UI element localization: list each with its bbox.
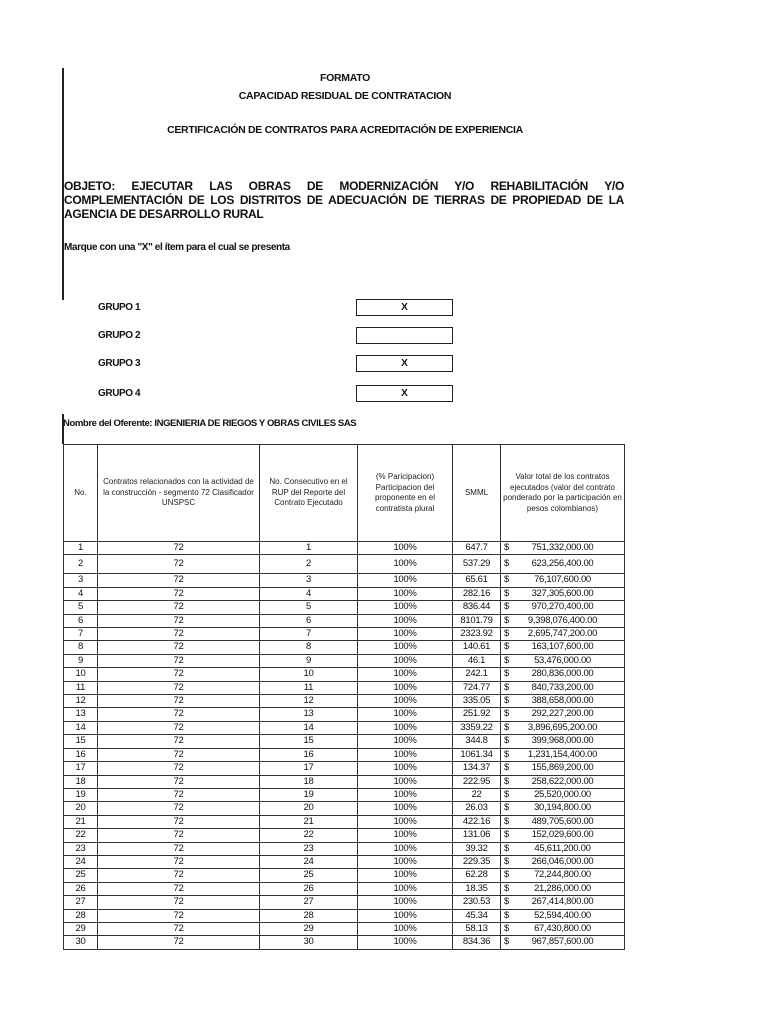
table-header-row [64, 445, 625, 542]
table-row [64, 802, 625, 815]
table-row [64, 909, 625, 922]
currency-symbol: $ [504, 558, 509, 570]
cell-total-value [501, 668, 625, 681]
cell-smml: 22 [453, 788, 501, 801]
cell-segment: 72 [98, 574, 260, 587]
amount: 152,029,600.00 [531, 829, 594, 841]
cell-total-value [501, 695, 625, 708]
cell-segment: 72 [98, 668, 260, 681]
cell-rup: 17 [260, 762, 358, 775]
amount: 267,414,800.00 [531, 896, 594, 908]
amount: 3,896,695,200.00 [527, 721, 598, 733]
cell-rup: 16 [260, 748, 358, 761]
amount: 21,286,000.00 [534, 882, 591, 894]
group-3-checkbox[interactable]: X [356, 355, 453, 372]
currency-symbol: $ [504, 762, 509, 774]
currency-symbol: $ [504, 748, 509, 760]
cell-rup: 28 [260, 909, 358, 922]
cell-no: 20 [64, 802, 98, 815]
cell-no: 28 [64, 909, 98, 922]
amount: 840,733,200.00 [531, 681, 594, 693]
cell-rup: 22 [260, 829, 358, 842]
cell-participation: 100% [358, 668, 453, 681]
cell-no: 11 [64, 681, 98, 694]
cell-total-value [501, 542, 625, 555]
currency-symbol: $ [504, 922, 509, 934]
cell-no: 4 [64, 587, 98, 600]
cell-total-value [501, 922, 625, 935]
table-row [64, 762, 625, 775]
contracts-table [63, 444, 625, 950]
cell-total-value [501, 896, 625, 909]
currency-symbol: $ [504, 829, 509, 841]
currency-symbol: $ [504, 708, 509, 720]
cell-rup: 3 [260, 574, 358, 587]
group-3-label: GRUPO 3 [98, 358, 141, 369]
cell-no: 27 [64, 896, 98, 909]
amount: 9,398,076,400.00 [527, 614, 598, 626]
table-row [64, 748, 625, 761]
cell-smml: 134.37 [453, 762, 501, 775]
amount: 45,611,200.00 [534, 842, 591, 854]
amount: 327,305,600.00 [531, 587, 594, 599]
cell-no: 2 [64, 555, 98, 574]
cell-no: 19 [64, 788, 98, 801]
cell-no: 12 [64, 695, 98, 708]
cell-total-value [501, 735, 625, 748]
cell-smml: 26.03 [453, 802, 501, 815]
cell-no: 10 [64, 668, 98, 681]
amount: 1,231,154,400.00 [527, 748, 598, 760]
header-total-value: Valor total de los contratos ejecutados (valor del contrato ponderado por la participación en pesos colombianos) [501, 445, 625, 542]
table-row [64, 721, 625, 734]
cell-segment: 72 [98, 896, 260, 909]
cell-rup: 13 [260, 708, 358, 721]
cell-participation: 100% [358, 614, 453, 627]
cell-total-value [501, 936, 625, 949]
table-row [64, 587, 625, 600]
cell-smml: 222.95 [453, 775, 501, 788]
cell-rup: 25 [260, 869, 358, 882]
cell-participation: 100% [358, 882, 453, 895]
cell-participation: 100% [358, 628, 453, 641]
cell-segment: 72 [98, 542, 260, 555]
currency-symbol: $ [504, 628, 509, 640]
cell-smml: 335.05 [453, 695, 501, 708]
cell-total-value [501, 601, 625, 614]
cell-segment: 72 [98, 922, 260, 935]
cell-total-value [501, 708, 625, 721]
cell-participation: 100% [358, 896, 453, 909]
group-4-checkbox[interactable]: X [356, 385, 453, 402]
cell-smml: 282.16 [453, 587, 501, 600]
cell-no: 25 [64, 869, 98, 882]
cell-total-value [501, 855, 625, 868]
cell-rup: 30 [260, 936, 358, 949]
cell-segment: 72 [98, 721, 260, 734]
header-segment: Contratos relacionados con la actividad de la construcción - segmento 72 Clasificador UNSPSC [98, 445, 260, 542]
cell-no: 13 [64, 708, 98, 721]
cell-segment: 72 [98, 601, 260, 614]
cell-smml: 242.1 [453, 668, 501, 681]
cell-rup: 6 [260, 614, 358, 627]
cell-rup: 27 [260, 896, 358, 909]
cell-smml: 422.16 [453, 815, 501, 828]
currency-symbol: $ [504, 695, 509, 707]
cell-total-value [501, 681, 625, 694]
cell-participation: 100% [358, 855, 453, 868]
cell-no: 26 [64, 882, 98, 895]
cell-smml: 45.34 [453, 909, 501, 922]
table-row [64, 936, 625, 949]
table-row [64, 815, 625, 828]
currency-symbol: $ [504, 842, 509, 854]
table-row [64, 555, 625, 574]
cell-smml: 647.7 [453, 542, 501, 555]
amount: 623,256,400.00 [531, 558, 594, 570]
table-row [64, 788, 625, 801]
cell-participation: 100% [358, 681, 453, 694]
oferente-name: Nombre del Oferente: INGENIERIA DE RIEGOS Y OBRAS CIVILES SAS [63, 418, 357, 429]
cell-segment: 72 [98, 829, 260, 842]
cell-no: 15 [64, 735, 98, 748]
cell-total-value [501, 882, 625, 895]
cell-no: 7 [64, 628, 98, 641]
cell-rup: 7 [260, 628, 358, 641]
cell-total-value [501, 721, 625, 734]
objeto-paragraph: OBJETO: EJECUTAR LAS OBRAS DE MODERNIZACIÓN Y/O REHABILITACIÓN Y/O COMPLEMENTACIÓN DE LOS DISTRITOS DE ADECUACIÓN DE TIERRAS DE PROPIEDAD DE LA AGENCIA DE DESARROLLO RURAL [64, 179, 624, 221]
header-no: No. [64, 445, 98, 542]
cell-segment: 72 [98, 681, 260, 694]
amount: 399,968,000.00 [531, 735, 594, 747]
cell-rup: 1 [260, 542, 358, 555]
cell-segment: 72 [98, 654, 260, 667]
cell-rup: 11 [260, 681, 358, 694]
cell-participation: 100% [358, 922, 453, 935]
cell-segment: 72 [98, 762, 260, 775]
currency-symbol: $ [504, 882, 509, 894]
cell-segment: 72 [98, 815, 260, 828]
group-2-checkbox[interactable] [356, 327, 453, 344]
cell-smml: 140.61 [453, 641, 501, 654]
cell-participation: 100% [358, 909, 453, 922]
amount: 25,520,000.00 [534, 788, 591, 800]
cell-smml: 344.8 [453, 735, 501, 748]
cell-rup: 9 [260, 654, 358, 667]
cell-total-value [501, 909, 625, 922]
table-row [64, 542, 625, 555]
certification-heading: CERTIFICACIÓN DE CONTRATOS PARA ACREDITACIÓN DE EXPERIENCIA [167, 124, 523, 136]
currency-symbol: $ [504, 654, 509, 666]
cell-participation: 100% [358, 869, 453, 882]
cell-participation: 100% [358, 555, 453, 574]
cell-smml: 65.61 [453, 574, 501, 587]
cell-participation: 100% [358, 762, 453, 775]
cell-participation: 100% [358, 587, 453, 600]
cell-segment: 72 [98, 802, 260, 815]
cell-total-value [501, 762, 625, 775]
cell-rup: 23 [260, 842, 358, 855]
cell-no: 16 [64, 748, 98, 761]
cell-segment: 72 [98, 748, 260, 761]
amount: 52,594,400.00 [534, 909, 591, 921]
cell-no: 17 [64, 762, 98, 775]
cell-segment: 72 [98, 842, 260, 855]
table-row [64, 628, 625, 641]
cell-rup: 12 [260, 695, 358, 708]
cell-segment: 72 [98, 735, 260, 748]
cell-participation: 100% [358, 695, 453, 708]
cell-no: 22 [64, 829, 98, 842]
amount: 67,430,800.00 [534, 922, 591, 934]
cell-smml: 58.13 [453, 922, 501, 935]
cell-smml: 46.1 [453, 654, 501, 667]
table-row [64, 869, 625, 882]
amount: 751,332,000.00 [531, 542, 594, 553]
table-row [64, 695, 625, 708]
amount: 30,194,800.00 [534, 802, 591, 814]
cell-no: 3 [64, 574, 98, 587]
cell-rup: 19 [260, 788, 358, 801]
currency-symbol: $ [504, 936, 509, 948]
table-row [64, 829, 625, 842]
currency-symbol: $ [504, 574, 509, 586]
cell-no: 18 [64, 775, 98, 788]
currency-symbol: $ [504, 614, 509, 626]
cell-total-value [501, 587, 625, 600]
cell-segment: 72 [98, 788, 260, 801]
amount: 266,046,000.00 [531, 855, 594, 867]
table-row [64, 708, 625, 721]
currency-symbol: $ [504, 668, 509, 680]
cell-participation: 100% [358, 542, 453, 555]
cell-rup: 18 [260, 775, 358, 788]
amount: 388,658,000.00 [531, 695, 594, 707]
currency-symbol: $ [504, 735, 509, 747]
cell-participation: 100% [358, 748, 453, 761]
cell-participation: 100% [358, 802, 453, 815]
cell-smml: 836.44 [453, 601, 501, 614]
cell-participation: 100% [358, 735, 453, 748]
cell-total-value [501, 815, 625, 828]
cell-participation: 100% [358, 936, 453, 949]
cell-segment: 72 [98, 775, 260, 788]
cell-smml: 18.35 [453, 882, 501, 895]
cell-rup: 21 [260, 815, 358, 828]
cell-no: 23 [64, 842, 98, 855]
cell-rup: 5 [260, 601, 358, 614]
cell-total-value [501, 788, 625, 801]
amount: 292,227,200.00 [531, 708, 594, 720]
cell-smml: 251.92 [453, 708, 501, 721]
cell-smml: 1061.34 [453, 748, 501, 761]
cell-rup: 2 [260, 555, 358, 574]
group-1-label: GRUPO 1 [98, 302, 141, 313]
cell-total-value [501, 802, 625, 815]
cell-smml: 39.32 [453, 842, 501, 855]
cell-total-value [501, 555, 625, 574]
cell-segment: 72 [98, 882, 260, 895]
cell-segment: 72 [98, 909, 260, 922]
cell-no: 29 [64, 922, 98, 935]
cell-total-value [501, 869, 625, 882]
currency-symbol: $ [504, 788, 509, 800]
cell-participation: 100% [358, 641, 453, 654]
cell-segment: 72 [98, 587, 260, 600]
cell-segment: 72 [98, 641, 260, 654]
currency-symbol: $ [504, 641, 509, 653]
amount: 258,622,000.00 [531, 775, 594, 787]
cell-participation: 100% [358, 654, 453, 667]
table-row [64, 896, 625, 909]
cell-rup: 20 [260, 802, 358, 815]
cell-total-value [501, 829, 625, 842]
cell-smml: 834.36 [453, 936, 501, 949]
amount: 489,705,600.00 [531, 815, 594, 827]
cell-segment: 72 [98, 869, 260, 882]
cell-no: 24 [64, 855, 98, 868]
table-row [64, 735, 625, 748]
cell-total-value [501, 614, 625, 627]
table-row [64, 681, 625, 694]
table-row [64, 574, 625, 587]
cell-no: 9 [64, 654, 98, 667]
amount: 2,695,747,200.00 [527, 628, 598, 640]
header-smml: SMML [453, 445, 501, 542]
cell-smml: 229.35 [453, 855, 501, 868]
amount: 155,869,200.00 [531, 762, 594, 774]
table-row [64, 601, 625, 614]
cell-smml: 8101.79 [453, 614, 501, 627]
group-1-checkbox[interactable]: X [356, 299, 453, 316]
cell-no: 14 [64, 721, 98, 734]
header-participation: (% Paricipacion) Participacion del proponente en el contratista plural [358, 445, 453, 542]
amount: 163,107,600.00 [531, 641, 594, 653]
amount: 967,857,600.00 [531, 936, 594, 948]
currency-symbol: $ [504, 775, 509, 787]
cell-rup: 4 [260, 587, 358, 600]
cell-no: 21 [64, 815, 98, 828]
cell-participation: 100% [358, 574, 453, 587]
table-row [64, 842, 625, 855]
document-title: FORMATO [319, 72, 370, 84]
cell-total-value [501, 748, 625, 761]
cell-participation: 100% [358, 815, 453, 828]
cell-segment: 72 [98, 936, 260, 949]
cell-no: 8 [64, 641, 98, 654]
cell-segment: 72 [98, 855, 260, 868]
currency-symbol: $ [504, 542, 509, 553]
cell-smml: 230.53 [453, 896, 501, 909]
cell-segment: 72 [98, 708, 260, 721]
group-4-label: GRUPO 4 [98, 388, 141, 399]
header-rup-consecutive: No. Consecutivo en el RUP del Reporte del Contrato Ejecutado [260, 445, 358, 542]
currency-symbol: $ [504, 681, 509, 693]
cell-total-value [501, 628, 625, 641]
table-row [64, 855, 625, 868]
cell-participation: 100% [358, 829, 453, 842]
cell-smml: 537.29 [453, 555, 501, 574]
cell-participation: 100% [358, 721, 453, 734]
cell-smml: 131.06 [453, 829, 501, 842]
table-row [64, 775, 625, 788]
amount: 53,476,000.00 [534, 654, 591, 666]
cell-rup: 8 [260, 641, 358, 654]
currency-symbol: $ [504, 815, 509, 827]
currency-symbol: $ [504, 802, 509, 814]
amount: 76,107,600.00 [534, 574, 591, 586]
cell-no: 6 [64, 614, 98, 627]
cell-participation: 100% [358, 775, 453, 788]
table-row [64, 641, 625, 654]
instruction-text: Marque con una "X" el ítem para el cual se presenta [64, 242, 290, 253]
table-row [64, 654, 625, 667]
table-row [64, 668, 625, 681]
cell-smml: 2323.92 [453, 628, 501, 641]
cell-total-value [501, 641, 625, 654]
cell-smml: 724.77 [453, 681, 501, 694]
currency-symbol: $ [504, 909, 509, 921]
cell-smml: 3359.22 [453, 721, 501, 734]
table-row [64, 614, 625, 627]
amount: 970,270,400.00 [531, 601, 594, 613]
cell-total-value [501, 654, 625, 667]
document-subtitle: CAPACIDAD RESIDUAL DE CONTRATACION [238, 90, 452, 102]
cell-smml: 62.28 [453, 869, 501, 882]
cell-rup: 26 [260, 882, 358, 895]
cell-segment: 72 [98, 555, 260, 574]
amount: 280,836,000.00 [531, 668, 594, 680]
group-2-label: GRUPO 2 [98, 330, 141, 341]
cell-participation: 100% [358, 708, 453, 721]
cell-total-value [501, 842, 625, 855]
currency-symbol: $ [504, 601, 509, 613]
currency-symbol: $ [504, 855, 509, 867]
cell-no: 5 [64, 601, 98, 614]
cell-segment: 72 [98, 614, 260, 627]
currency-symbol: $ [504, 896, 509, 908]
cell-no: 1 [64, 542, 98, 555]
cell-rup: 15 [260, 735, 358, 748]
cell-rup: 29 [260, 922, 358, 935]
cell-no: 30 [64, 936, 98, 949]
cell-total-value [501, 775, 625, 788]
cell-participation: 100% [358, 601, 453, 614]
amount: 72,244,800.00 [534, 869, 591, 881]
cell-participation: 100% [358, 788, 453, 801]
table-row [64, 882, 625, 895]
cell-total-value [501, 574, 625, 587]
cell-rup: 14 [260, 721, 358, 734]
cell-rup: 10 [260, 668, 358, 681]
cell-segment: 72 [98, 695, 260, 708]
currency-symbol: $ [504, 721, 509, 733]
currency-symbol: $ [504, 869, 509, 881]
cell-segment: 72 [98, 628, 260, 641]
cell-rup: 24 [260, 855, 358, 868]
cell-participation: 100% [358, 842, 453, 855]
currency-symbol: $ [504, 587, 509, 599]
table-row [64, 922, 625, 935]
